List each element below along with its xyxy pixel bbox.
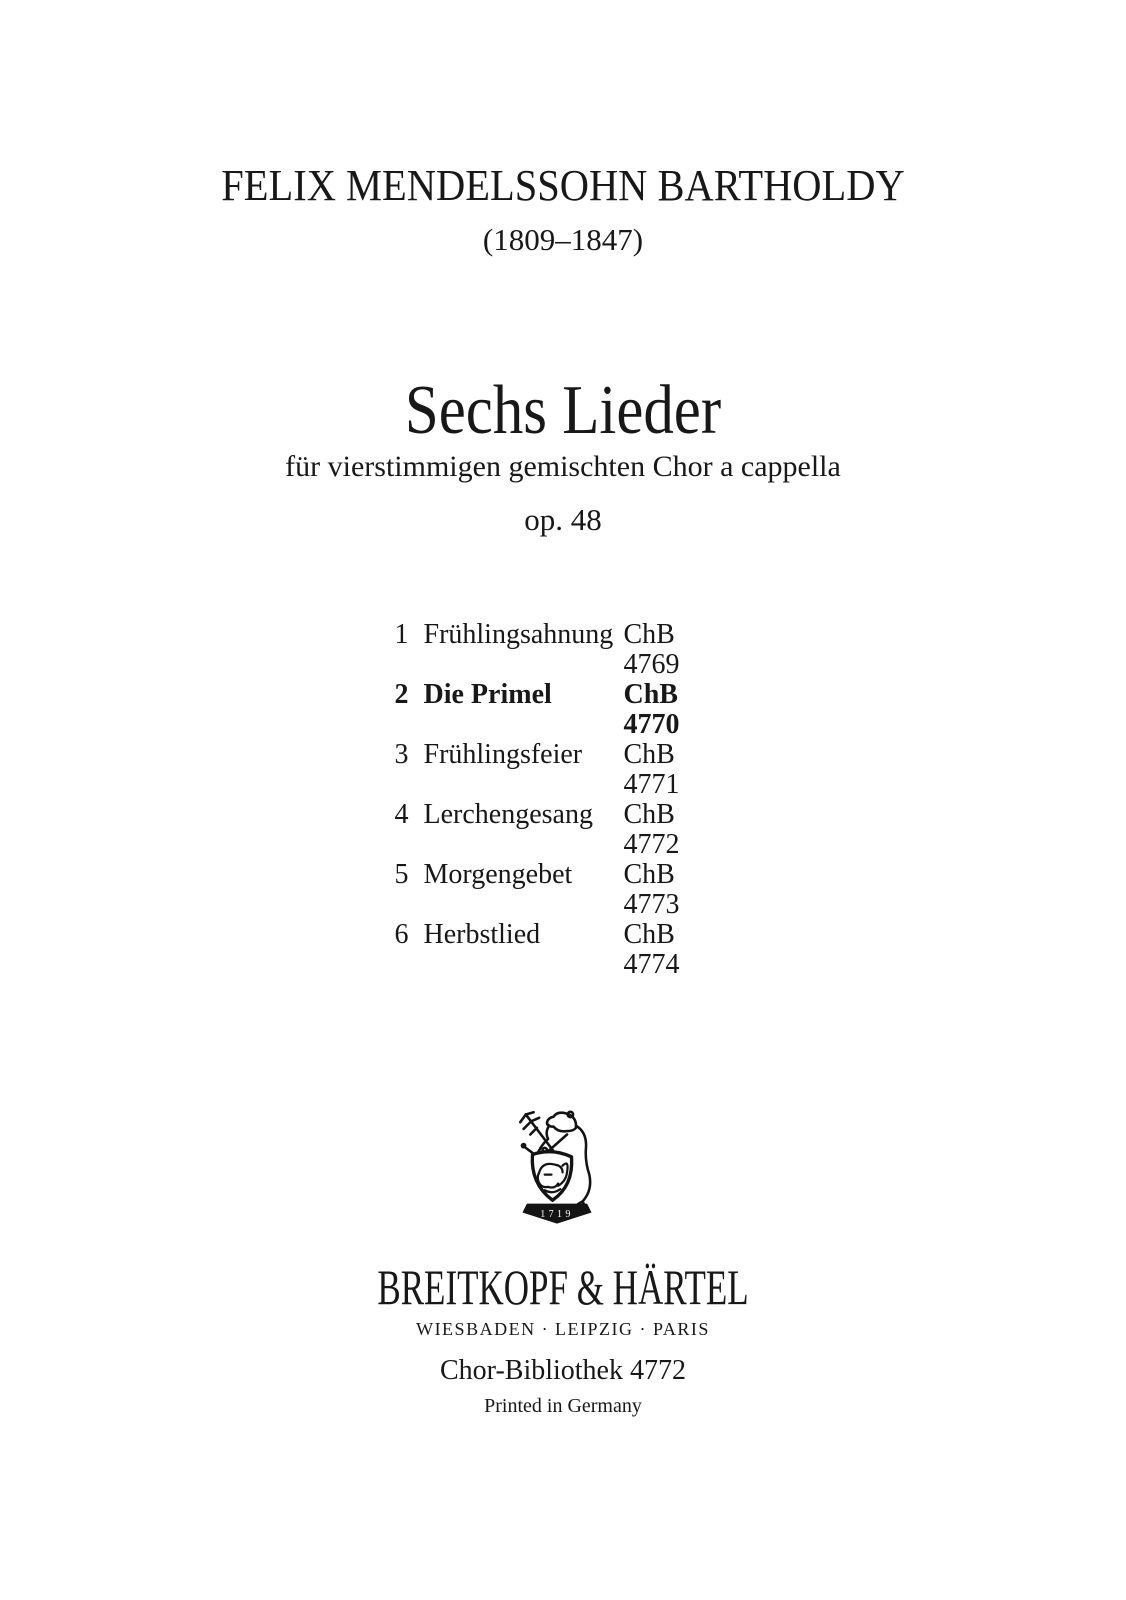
- works-list: [0, 620, 1126, 980]
- work-row-title: Frühlingsahnung: [423, 619, 614, 650]
- logo-year: 1719: [540, 1208, 574, 1220]
- work-catalog: ChB 4774: [623, 919, 680, 980]
- work-catalog: ChB 4770: [623, 679, 680, 740]
- work-row-title: Die Primel: [423, 679, 552, 710]
- opus-number: op. 48: [524, 502, 602, 537]
- work-row-title: Morgengebet: [423, 859, 573, 890]
- work-number: 5: [394, 859, 409, 890]
- work-row-title: Herbstlied: [423, 919, 541, 950]
- works-grid: [391, 620, 736, 980]
- work-catalog: ChB 4769: [623, 619, 680, 680]
- publisher-cities: WIESBADEN · LEIPZIG · PARIS: [416, 1319, 710, 1339]
- bear-emblem-icon: [518, 1110, 596, 1227]
- work-title: Sechs Lieder: [404, 372, 722, 449]
- work-number: 4: [394, 799, 409, 830]
- composer-name: FELIX MENDELSSOHN BARTHOLDY: [221, 161, 905, 210]
- work-number: 2: [394, 679, 409, 710]
- work-number: 1: [394, 619, 409, 650]
- work-catalog: ChB 4773: [623, 859, 680, 920]
- printed-note: Printed in Germany: [484, 1395, 642, 1417]
- series-number: Chor-Bibliothek 4772: [440, 1355, 686, 1386]
- work-row-title: Lerchengesang: [423, 799, 593, 830]
- work-number: 6: [394, 919, 409, 950]
- work-number: 3: [394, 739, 409, 770]
- work-catalog: ChB 4772: [623, 799, 680, 860]
- composer-life-dates: (1809–1847): [482, 222, 644, 257]
- work-row-title: Frühlingsfeier: [423, 739, 583, 770]
- work-subtitle: für vierstimmigen gemischten Chor a cappella: [285, 450, 841, 483]
- publisher-name: BREITKOPF & HÄRTEL: [377, 1259, 749, 1315]
- work-catalog: ChB 4771: [623, 739, 680, 800]
- publisher-logo: [0, 1110, 1126, 1227]
